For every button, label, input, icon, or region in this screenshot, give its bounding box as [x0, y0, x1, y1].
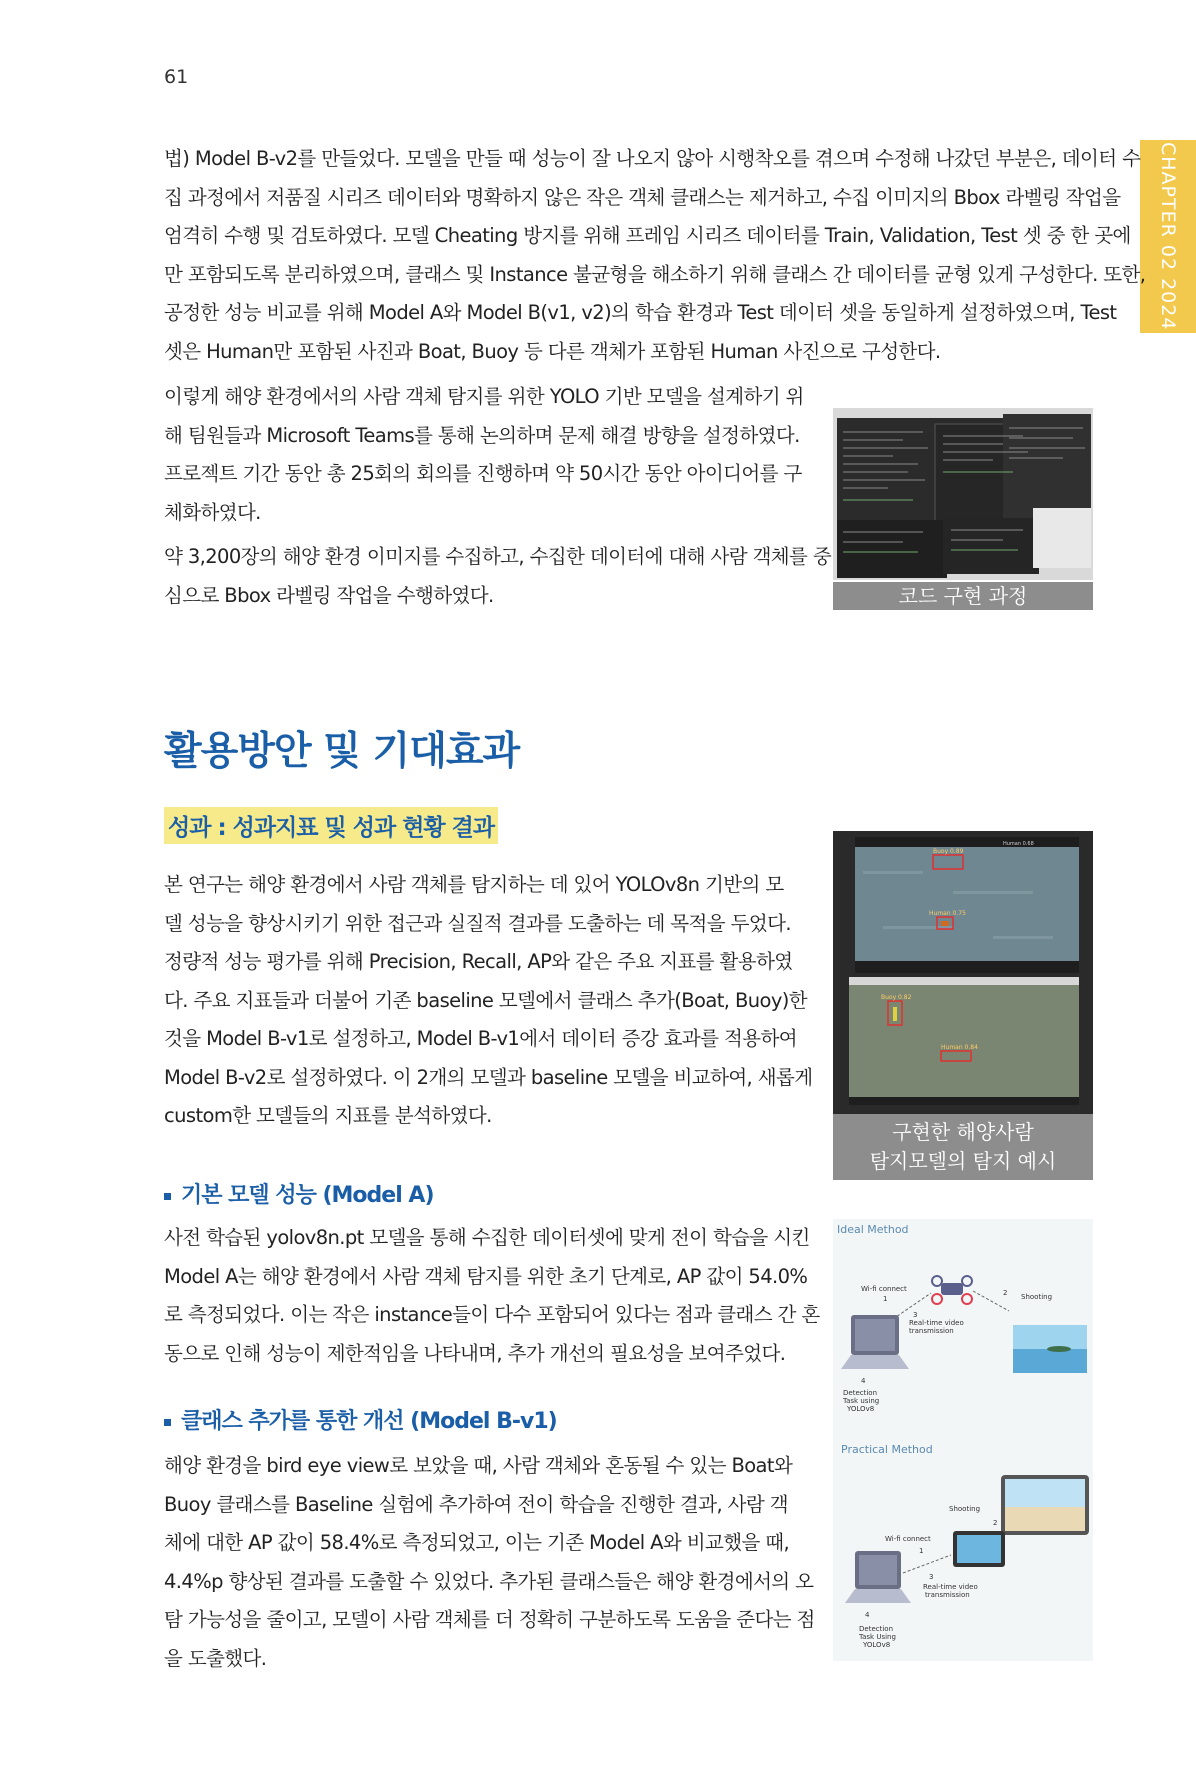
- detection-label: Buoy 0.89: [933, 848, 964, 855]
- figure2-caption: [833, 1114, 1093, 1180]
- bullet-title: 기본 모델 성능 (Model A): [181, 1183, 434, 1208]
- data-paragraph: [164, 538, 831, 615]
- detection-label: YOLOv8: [847, 1405, 875, 1413]
- bullet-heading-model-b-v1: [164, 1404, 557, 1435]
- wifi-label: Wi-fi connect: [861, 1285, 907, 1293]
- step-number: 1: [883, 1295, 888, 1303]
- text-line: 델 성능을 향상시키기 위한 접근과 실질적 결과를 도출하는 데 목적을 두었다.: [164, 911, 791, 935]
- results-paragraph: [164, 866, 812, 1136]
- text-line: 동으로 인해 성능이 제한적임을 나타내며, 추가 개선의 필요성을 보여주었다.: [164, 1341, 786, 1365]
- detection-label: Human 0.75: [929, 910, 966, 917]
- page-number: 61: [164, 66, 189, 88]
- text-line: 것을 Model B-v1로 설정하고, Model B-v1에서 데이터 증강 효과를 적용하여: [164, 1027, 797, 1050]
- step-number: 4: [865, 1611, 870, 1619]
- caption-line: 탐지모델의 탐지 예시: [869, 1149, 1057, 1173]
- bullet-title: 클래스 추가를 통한 개선 (Model B-v1): [181, 1409, 557, 1434]
- bullet-square-icon: [164, 1419, 171, 1426]
- text-line: 약 3,200장의 해양 환경 이미지를 수집하고, 수집한 데이터에 대해 사람 객체를 중: [164, 545, 832, 568]
- text-line: 공정한 성능 비교를 위해 Model A와 Model B(v1, v2)의 학습 환경과 Test 데이터 셋을 동일하게 설정하였으며, Test: [164, 301, 1117, 324]
- step-number: 3: [929, 1573, 934, 1581]
- detection-label: YOLOv8: [863, 1641, 891, 1649]
- detection-label: Detection: [859, 1625, 894, 1633]
- text-line: 체화하였다.: [164, 500, 261, 524]
- wifi-label: Wi-fi connect: [885, 1535, 931, 1543]
- section-title: 활용방안 및 기대효과: [164, 729, 520, 774]
- detection-screens-image: [833, 831, 1093, 1114]
- ideal-method-title: Ideal Method: [837, 1223, 909, 1236]
- code-windows-image: [833, 408, 1093, 580]
- laptop-icon: [841, 1315, 909, 1369]
- detection-label: Task using: [843, 1397, 880, 1405]
- model-a-paragraph: [164, 1219, 820, 1373]
- text-line: Buoy 클래스를 Baseline 실험에 추가하여 전이 학습을 진행한 결과, 사람 객: [164, 1492, 788, 1516]
- text-line: 로 측정되었다. 이는 작은 instance들이 다수 포함되어 있다는 점과 클래스 간 혼: [164, 1303, 820, 1326]
- method-diagram-svg: [833, 1219, 1093, 1661]
- shooting-label: Shooting: [949, 1505, 981, 1513]
- code-screenshot-figure: [833, 408, 1093, 580]
- text-line: Model B-v2로 설정하였다. 이 2개의 모델과 baseline 모델을 비교하여, 새롭게: [164, 1065, 813, 1089]
- text-line: 사전 학습된 yolov8n.pt 모델을 통해 수집한 데이터셋에 맞게 전이 학습을 시킨: [164, 1226, 810, 1249]
- step-number: 3: [913, 1311, 918, 1319]
- text-line: 셋은 Human만 포함된 사진과 Boat, Buoy 등 다른 객체가 포함된 Human 사진으로 구성한다.: [164, 339, 941, 363]
- realtime-label: Real-time video: [923, 1583, 978, 1591]
- detection-label: Task Using: [859, 1633, 896, 1641]
- text-line: 다. 주요 지표들과 더불어 기존 baseline 모델에서 클래스 추가(Boat, Buoy)한: [164, 988, 807, 1012]
- chapter-label: CHAPTER 02 2024: [1157, 142, 1179, 331]
- text-line: custom한 모델들의 지표를 분석하였다.: [164, 1104, 492, 1127]
- text-line: 이렇게 해양 환경에서의 사람 객체 탐지를 위한 YOLO 기반 모델을 설계하기 위: [164, 385, 804, 408]
- bullet-square-icon: [164, 1193, 171, 1200]
- text-line: 4.4%p 향상된 결과를 도출할 수 있었다. 추가된 클래스들은 해양 환경에서의 오: [164, 1569, 814, 1593]
- text-line: 집 과정에서 저품질 시리즈 데이터와 명확하지 않은 작은 객체 클래스는 제거하고, 수집 이미지의 Bbox 라벨링 작업을: [164, 185, 1121, 209]
- text-line: 프로젝트 기간 동안 총 25회의 회의를 진행하며 약 50시간 동안 아이디어를 구: [164, 462, 802, 485]
- realtime-label: transmission: [909, 1327, 954, 1335]
- bullet-heading-model-a: [164, 1178, 434, 1209]
- text-line: 법) Model B-v2를 만들었다. 모델을 만들 때 성능이 잘 나오지 않아 시행착오를 겪으며 수정해 나갔던 부분은, 데이터 수: [164, 147, 1141, 170]
- text-line: 해양 환경을 bird eye view로 보았을 때, 사람 객체와 혼동될 수 있는 Boat와: [164, 1454, 793, 1477]
- team-paragraph: [164, 378, 804, 532]
- step-number: 2: [1003, 1289, 1008, 1297]
- method-diagram: [833, 1219, 1093, 1661]
- text-line: 정량적 성능 평가를 위해 Precision, Recall, AP와 같은 주요 지표를 활용하였: [164, 950, 793, 973]
- detection-example-figure: [833, 831, 1093, 1114]
- text-line: 본 연구는 해양 환경에서 사람 객체를 탐지하는 데 있어 YOLOv8n 기반의 모: [164, 873, 784, 896]
- realtime-label: Real-time video: [909, 1319, 964, 1327]
- figure1-caption: 코드 구현 과정: [833, 582, 1093, 610]
- text-line: 만 포함되도록 분리하였으며, 클래스 및 Instance 불균형을 해소하기 위해 클래스 간 데이터를 균형 있게 구성한다. 또한,: [164, 262, 1146, 286]
- text-line: 탐 가능성을 줄이고, 모델이 사람 객체를 더 정확히 구분하도록 도움을 준다는 점: [164, 1608, 815, 1631]
- practical-method-title: Practical Method: [841, 1443, 933, 1456]
- text-line: 체에 대한 AP 값이 58.4%로 측정되었고, 이는 기존 Model A와 비교했을 때,: [164, 1531, 790, 1554]
- step-number: 2: [993, 1519, 998, 1527]
- subsection-title: 성과 : 성과지표 및 성과 현황 결과: [164, 807, 498, 844]
- text-line: Model A는 해양 환경에서 사람 객체 탐지를 위한 초기 단계로, AP 값이 54.0%: [164, 1264, 808, 1288]
- laptop-icon: [845, 1551, 911, 1603]
- step-number: 1: [919, 1547, 924, 1555]
- text-line: 엄격히 수행 및 검토하였다. 모델 Cheating 방지를 위해 프레임 시리즈 데이터를 Train, Validation, Test 셋 중 한 곳에: [164, 224, 1131, 247]
- drone-icon: [932, 1276, 972, 1304]
- text-line: 을 도출했다.: [164, 1646, 267, 1670]
- detection-label: Human 0.68: [1003, 841, 1034, 847]
- model-b-v1-paragraph: [164, 1447, 815, 1678]
- text-line: 해 팀원들과 Microsoft Teams를 통해 논의하며 문제 해결 방향을 설정하였다.: [164, 423, 800, 447]
- intro-paragraph: [164, 140, 1145, 371]
- step-number: 4: [861, 1377, 866, 1385]
- detection-label: Human 0.84: [941, 1044, 978, 1051]
- chapter-side-tab: [1140, 140, 1196, 333]
- caption-line: 구현한 해양사람: [892, 1120, 1034, 1144]
- text-line: 심으로 Bbox 라벨링 작업을 수행하였다.: [164, 583, 494, 607]
- detection-label: Buoy 0.82: [881, 994, 912, 1001]
- realtime-label: transmission: [925, 1591, 970, 1599]
- detection-label: Detection: [843, 1389, 878, 1397]
- shooting-label: Shooting: [1021, 1293, 1053, 1301]
